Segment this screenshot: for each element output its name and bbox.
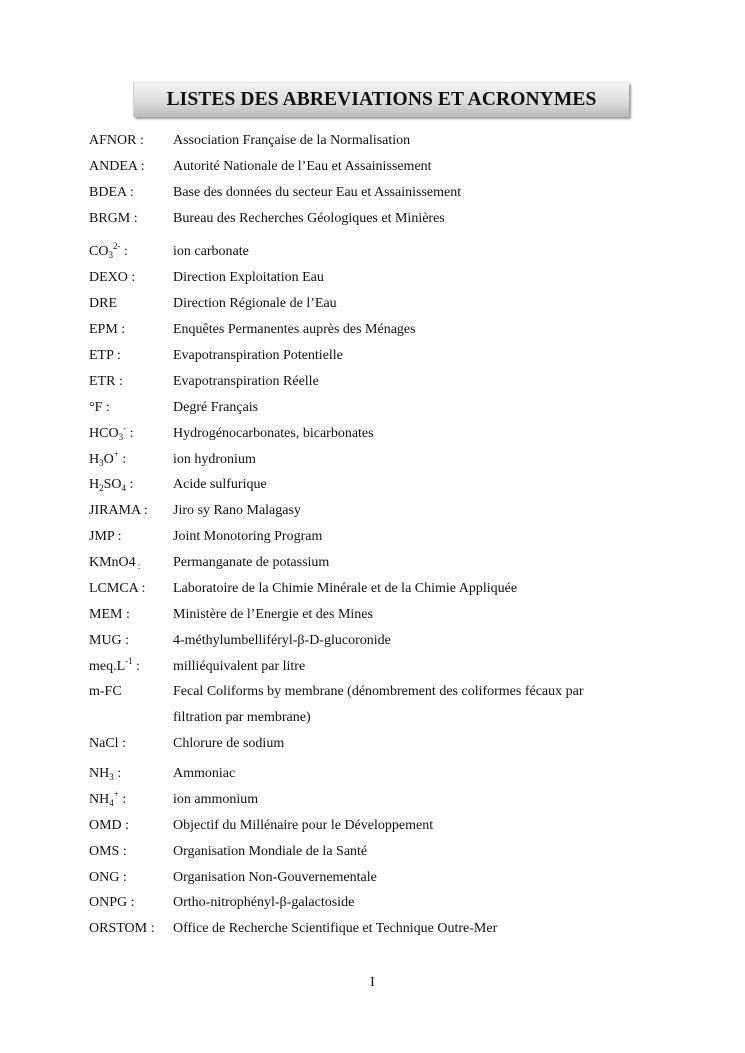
definition: Fecal Coliforms by membrane (dénombrement des coliformes fécaux par filtration par membrane) xyxy=(173,684,584,725)
abbreviation: $meq.L^{-1}$ : xyxy=(89,656,141,674)
definition: Base des données du secteur Eau et Assainissement xyxy=(173,185,462,200)
abbreviation: MUG : xyxy=(89,633,130,648)
definition: ion hydronium xyxy=(173,452,256,467)
definition: Evapotranspiration Potentielle xyxy=(173,348,343,363)
abbreviation: KMnO4 $_:$ xyxy=(89,555,141,571)
abbreviation: JIRAMA : xyxy=(89,503,148,518)
definition: Acide sulfurique xyxy=(173,477,267,492)
abbreviation: LCMCA : xyxy=(89,581,146,596)
abbreviation: OMD : xyxy=(89,818,130,833)
definition: Bureau des Recherches Géologiques et Minières xyxy=(173,211,445,226)
abbreviation: DEXO : xyxy=(89,270,136,285)
definition: Hydrogénocarbonates, bicarbonates xyxy=(173,426,374,441)
abbreviation: ETR : xyxy=(89,374,123,389)
definition: Direction Exploitation Eau xyxy=(173,270,324,285)
page-title: LISTES DES ABREVIATIONS ET ACRONYMES xyxy=(166,89,597,110)
abbreviation: EPM : xyxy=(89,322,126,337)
definition: ion ammonium xyxy=(173,792,259,807)
abbreviation: ONG : xyxy=(89,870,127,885)
definition: Direction Régionale de l’Eau xyxy=(173,296,337,311)
definition: Ortho-nitrophényl-β-galactoside xyxy=(173,895,355,910)
definition: ion carbonate xyxy=(173,244,249,259)
abbreviation: BDEA : xyxy=(89,185,134,200)
abbreviation: ORSTOM : xyxy=(89,921,155,936)
abbreviation: $H_2SO_4$ : xyxy=(89,477,134,493)
definition: Association Française de la Normalisation xyxy=(173,133,411,148)
definition: Ministère de l’Energie et des Mines xyxy=(173,607,373,622)
abbreviation: $NH_3$ : xyxy=(89,766,122,782)
abbreviation: OMS : xyxy=(89,844,127,859)
abbreviation: ONPG : xyxy=(89,895,135,910)
abbreviation: BRGM : xyxy=(89,211,138,226)
abbreviation: NaCl : xyxy=(89,736,126,751)
abbreviation: $NH_4^+$ : xyxy=(89,789,127,808)
abbreviation: ETP : xyxy=(89,348,121,363)
definition: Evapotranspiration Réelle xyxy=(173,374,319,389)
definition: Joint Monotoring Program xyxy=(173,529,323,544)
definition: Autorité Nationale de l’Eau et Assainissement xyxy=(173,159,432,174)
abbreviation: DRE xyxy=(89,296,117,311)
definition: Organisation Mondiale de la Santé xyxy=(173,844,368,859)
definition: milliéquivalent par litre xyxy=(173,659,306,674)
definition: Degré Français xyxy=(173,400,259,415)
definition: Chlorure de sodium xyxy=(173,736,285,751)
abbreviation: MEM : xyxy=(89,607,130,622)
abbreviation: °F : xyxy=(89,400,110,415)
definition: 4-méthylumbelliféryl-β-D-glucoronide xyxy=(173,633,391,648)
abbreviation: $CO_3^{2-}$ : xyxy=(89,241,128,260)
definition: Permanganate de potassium xyxy=(173,555,330,570)
page-number: I xyxy=(370,975,375,990)
definition: Enquêtes Permanentes auprès des Ménages xyxy=(173,322,416,337)
definition: Office de Recherche Scientifique et Technique Outre-Mer xyxy=(173,921,498,936)
title-banner xyxy=(133,82,629,117)
abbreviation: $H_3O^+$ : xyxy=(89,449,127,468)
abbreviation: ANDEA : xyxy=(89,159,145,174)
definition: Laboratoire de la Chimie Minérale et de la Chimie Appliquée xyxy=(173,581,518,596)
abbreviation: $HCO_3^-$ : xyxy=(89,423,134,442)
definition: Jiro sy Rano Malagasy xyxy=(173,503,301,518)
definition: Objectif du Millénaire pour le Développement xyxy=(173,818,434,833)
abbreviation: JMP : xyxy=(89,529,122,544)
abbreviation: AFNOR : xyxy=(89,133,144,148)
definition: Organisation Non-Gouvernementale xyxy=(173,870,377,885)
abbreviation: m-FC xyxy=(89,684,122,699)
definition: Ammoniac xyxy=(173,766,236,781)
